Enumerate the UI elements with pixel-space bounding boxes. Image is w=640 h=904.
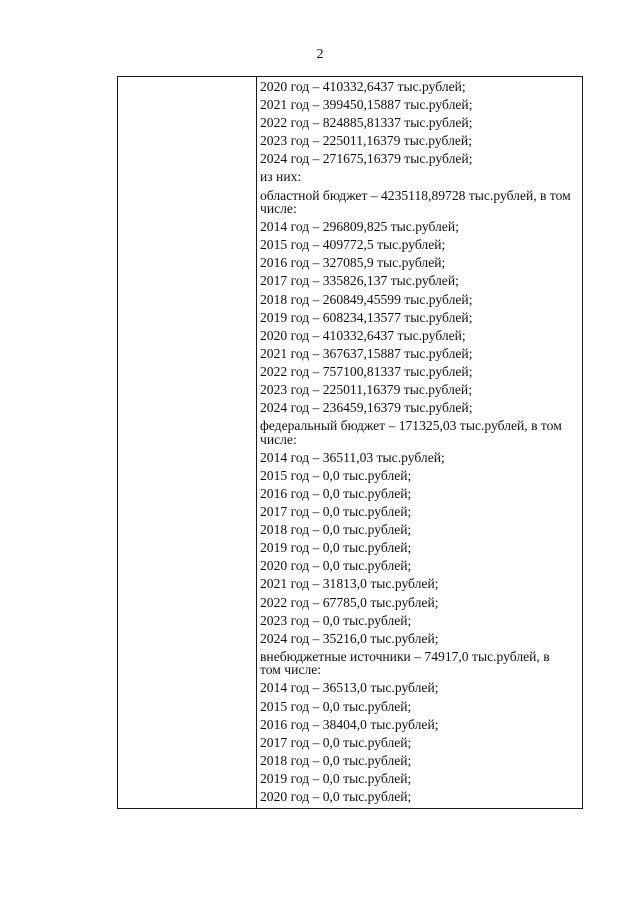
column-divider: [256, 77, 257, 808]
funding-source-heading: областной бюджет – 4235118,89728 тыс.рублей, в том числе:: [260, 187, 571, 217]
funding-table: [117, 76, 583, 809]
funding-line: 2015 год – 0,0 тыс.рублей;: [260, 698, 412, 714]
funding-line: 2020 год – 410332,6437 тыс.рублей;: [260, 79, 466, 94]
funding-details-cell: [260, 78, 572, 806]
funding-line: 2020 год – 0,0 тыс.рублей;: [260, 788, 412, 804]
funding-line: 2021 год – 367637,15887 тыс.рублей;: [260, 345, 473, 361]
funding-line: 2024 год – 35216,0 тыс.рублей;: [260, 630, 439, 646]
funding-line: 2014 год – 296809,825 тыс.рублей;: [260, 219, 459, 235]
funding-source-heading: внебюджетные источники – 74917,0 тыс.рублей, в том числе:: [260, 648, 550, 678]
funding-line: 2019 год – 0,0 тыс.рублей;: [260, 770, 412, 786]
funding-line: 2022 год – 757100,81337 тыс.рублей;: [260, 363, 473, 379]
funding-line: 2022 год – 67785,0 тыс.рублей;: [260, 594, 439, 610]
funding-line: 2016 год – 0,0 тыс.рублей;: [260, 485, 412, 501]
funding-line: 2016 год – 327085,9 тыс.рублей;: [260, 255, 446, 271]
funding-line: 2023 год – 0,0 тыс.рублей;: [260, 612, 412, 628]
funding-line: 2014 год – 36513,0 тыс.рублей;: [260, 680, 439, 696]
funding-line: из них:: [260, 169, 302, 185]
funding-line: 2018 год – 260849,45599 тыс.рублей;: [260, 291, 473, 307]
funding-line: 2018 год – 0,0 тыс.рублей;: [260, 522, 412, 538]
funding-line: 2024 год – 271675,16379 тыс.рублей;: [260, 151, 473, 167]
funding-line: 2023 год – 225011,16379 тыс.рублей;: [260, 382, 472, 397]
funding-line: 2024 год – 236459,16379 тыс.рублей;: [260, 400, 473, 416]
funding-line: 2020 год – 410332,6437 тыс.рублей;: [260, 327, 466, 343]
funding-line: 2021 год – 31813,0 тыс.рублей;: [260, 576, 439, 592]
funding-line: 2014 год – 36511,03 тыс.рублей;: [260, 449, 445, 465]
funding-line: 2019 год – 608234,13577 тыс.рублей;: [260, 309, 473, 325]
page-number: 2: [316, 47, 324, 62]
funding-line: 2017 год – 0,0 тыс.рублей;: [260, 504, 412, 520]
funding-line: 2020 год – 0,0 тыс.рублей;: [260, 558, 412, 574]
funding-line: 2015 год – 409772,5 тыс.рублей;: [260, 237, 446, 253]
funding-line: 2017 год – 0,0 тыс.рублей;: [260, 734, 412, 750]
funding-line: 2017 год – 335826,137 тыс.рублей;: [260, 273, 459, 289]
funding-line: 2019 год – 0,0 тыс.рублей;: [260, 540, 412, 556]
funding-line: 2016 год – 38404,0 тыс.рублей;: [260, 716, 439, 732]
funding-line: 2021 год – 399450,15887 тыс.рублей;: [260, 97, 473, 113]
funding-line: 2022 год – 824885,81337 тыс.рублей;: [260, 115, 473, 131]
funding-line: 2018 год – 0,0 тыс.рублей;: [260, 752, 412, 768]
funding-source-heading: федеральный бюджет – 171325,03 тыс.рублей, в том числе:: [260, 418, 562, 447]
funding-line: 2023 год – 225011,16379 тыс.рублей;: [260, 133, 472, 149]
funding-line: 2015 год – 0,0 тыс.рублей;: [260, 467, 412, 483]
